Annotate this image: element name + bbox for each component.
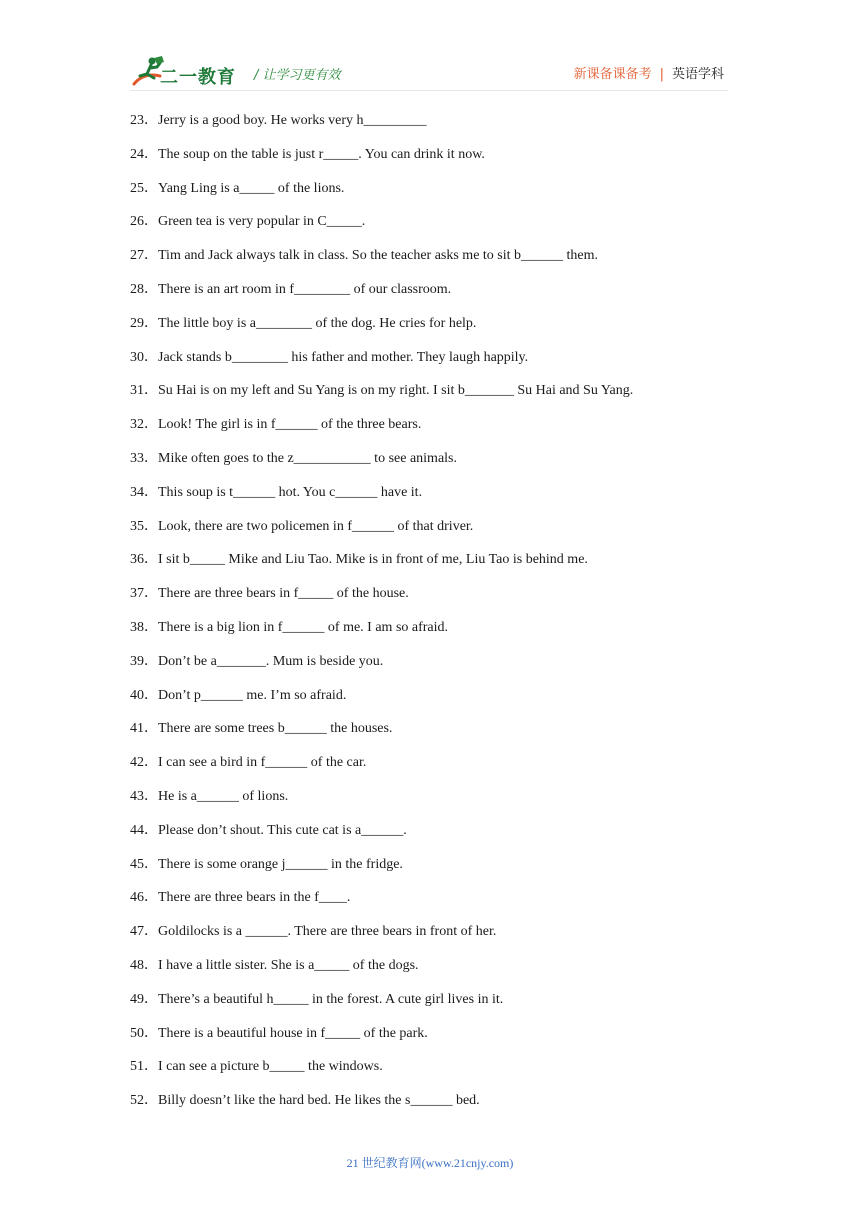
question-text: There is some orange j______ in the fridge.	[158, 856, 403, 872]
question-item	[130, 381, 730, 415]
question-text: Su Hai is on my left and Su Yang is on my right. I sit b_______ Su Hai and Su Yang.	[158, 383, 634, 399]
question-item	[130, 483, 730, 517]
question-item	[130, 314, 730, 348]
question-text: I can see a picture b_____ the windows.	[158, 1059, 383, 1075]
question-item	[130, 652, 730, 686]
header-separator: |	[659, 67, 664, 82]
question-item	[130, 550, 730, 584]
question-text: Don’t p______ me. I’m so afraid.	[158, 687, 347, 703]
question-number: 41．	[130, 721, 158, 737]
question-number: 39．	[130, 653, 158, 669]
question-number: 30．	[130, 349, 158, 365]
question-item	[130, 111, 730, 145]
question-text: There is a big lion in f______ of me. I am so afraid.	[158, 619, 449, 635]
question-text: Look, there are two policemen in f______ of that driver.	[158, 518, 474, 534]
course-label: 新课备课备考	[573, 67, 652, 82]
question-item	[130, 821, 730, 855]
logo	[130, 54, 250, 90]
question-item	[130, 618, 730, 652]
question-text: Jerry is a good boy. He works very h_________	[158, 113, 427, 128]
question-number: 28．	[130, 281, 158, 297]
question-text: Jack stands b________ his father and mother. They laugh happily.	[158, 349, 529, 365]
page-header	[130, 54, 730, 90]
question-text: There are three bears in the f____.	[158, 890, 351, 906]
question-item	[130, 1091, 730, 1125]
question-number: 50．	[130, 1025, 158, 1041]
question-item	[130, 1024, 730, 1058]
question-text: There are some trees b______ the houses.	[158, 721, 393, 737]
question-text: There is a beautiful house in f_____ of the park.	[158, 1025, 428, 1041]
question-number: 32．	[130, 417, 158, 433]
question-text: I have a little sister. She is a_____ of the dogs.	[158, 957, 419, 973]
question-number: 36．	[130, 552, 158, 568]
question-item	[130, 517, 730, 551]
question-number: 29．	[130, 315, 158, 331]
question-item	[130, 787, 730, 821]
question-item	[130, 212, 730, 246]
question-number: 51．	[130, 1059, 158, 1075]
question-number: 48．	[130, 957, 158, 973]
page-footer: 21 世纪教育网(www.21cnjy.com)	[346, 1156, 514, 1170]
question-text: I sit b_____ Mike and Liu Tao. Mike is in front of me, Liu Tao is behind me.	[158, 552, 588, 568]
question-text: Goldilocks is a ______. There are three bears in front of her.	[158, 924, 497, 940]
question-item	[130, 719, 730, 753]
question-text: There is an art room in f________ of our classroom.	[158, 281, 452, 297]
question-number: 44．	[130, 822, 158, 838]
question-number: 24．	[130, 146, 158, 162]
question-item	[130, 348, 730, 382]
question-text: The little boy is a________ of the dog. He cries for help.	[158, 315, 477, 331]
question-number: 40．	[130, 687, 158, 703]
question-number: 31．	[130, 383, 158, 399]
question-text: Please don’t shout. This cute cat is a______.	[158, 822, 407, 838]
question-number: 34．	[130, 484, 158, 500]
question-number: 38．	[130, 619, 158, 635]
question-text: Yang Ling is a_____ of the lions.	[158, 180, 345, 196]
question-item	[130, 956, 730, 990]
logo-text: 二一教育	[160, 67, 236, 88]
question-item	[130, 922, 730, 956]
question-item	[130, 179, 730, 213]
question-item	[130, 280, 730, 314]
question-item	[130, 1057, 730, 1091]
question-text: Billy doesn’t like the hard bed. He likes the s______ bed.	[158, 1093, 480, 1109]
question-text: The soup on the table is just r_____. You can drink it now.	[158, 146, 485, 162]
question-text: Mike often goes to the z___________ to see animals.	[158, 450, 457, 466]
question-item	[130, 990, 730, 1024]
question-text: I can see a bird in f______ of the car.	[158, 755, 367, 771]
question-number: 25．	[130, 180, 158, 196]
question-item	[130, 855, 730, 889]
question-number: 35．	[130, 518, 158, 534]
question-item	[130, 449, 730, 483]
question-item	[130, 686, 730, 720]
question-number: 23．	[130, 113, 158, 128]
question-item	[130, 145, 730, 179]
question-item	[130, 415, 730, 449]
question-number: 26．	[130, 214, 158, 230]
question-item	[130, 753, 730, 787]
question-text: There’s a beautiful h_____ in the forest. A cute girl lives in it.	[158, 991, 504, 1007]
header-divider	[130, 90, 728, 91]
question-text: Green tea is very popular in C_____.	[158, 214, 366, 230]
slogan: / 让学习更有效	[254, 68, 341, 83]
question-text: Look! The girl is in f______ of the three bears.	[158, 417, 422, 433]
question-text: There are three bears in f_____ of the house.	[158, 586, 409, 602]
question-text: This soup is t______ hot. You c______ have it.	[158, 484, 423, 500]
question-number: 27．	[130, 248, 158, 264]
subject-label: 英语学科	[671, 67, 724, 82]
question-item	[130, 888, 730, 922]
question-list	[130, 111, 730, 1125]
question-number: 52．	[130, 1093, 158, 1109]
question-number: 33．	[130, 450, 158, 466]
question-item	[130, 584, 730, 618]
question-text: Tim and Jack always talk in class. So the teacher asks me to sit b______ them.	[158, 248, 599, 264]
question-number: 47．	[130, 924, 158, 940]
question-text: Don’t be a_______. Mum is beside you.	[158, 653, 384, 669]
question-item	[130, 246, 730, 280]
question-text: He is a______ of lions.	[158, 788, 289, 804]
question-number: 42．	[130, 755, 158, 771]
question-number: 49．	[130, 991, 158, 1007]
question-number: 45．	[130, 856, 158, 872]
question-number: 37．	[130, 586, 158, 602]
header-right	[574, 63, 724, 82]
question-number: 43．	[130, 788, 158, 804]
question-number: 46．	[130, 890, 158, 906]
